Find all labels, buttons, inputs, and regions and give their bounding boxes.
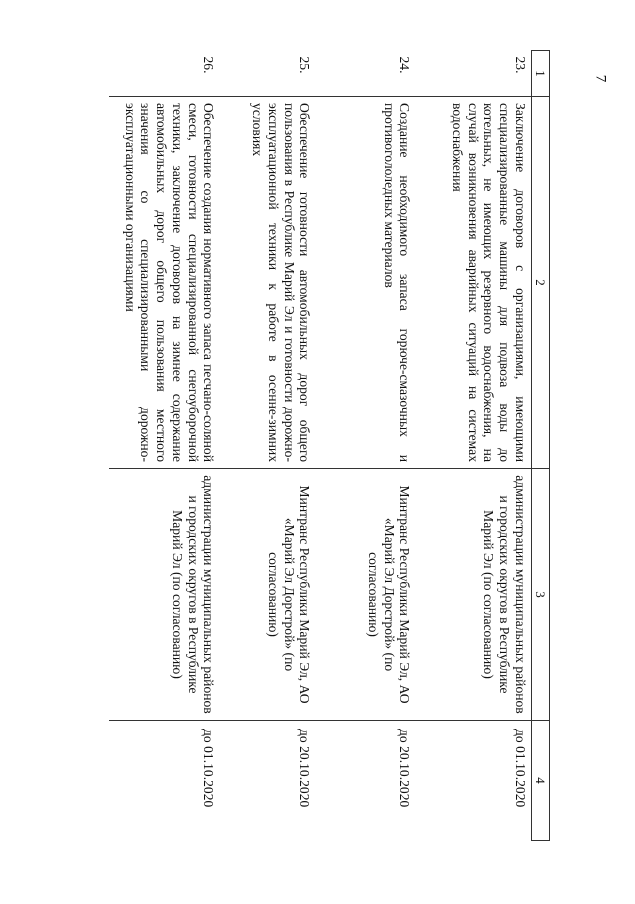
row-deadline: до 01.10.2020 [109, 721, 219, 841]
table-row [315, 51, 415, 841]
row-number: 24. [397, 56, 413, 74]
row-description: Заключение договоров с организациями, имеющими специализированные машины для подвоза воды до котельных, не имеющих резервного водоснабжения, на случай возникновения аварийных ситуаций на системах водоснабжения [415, 97, 531, 469]
row-description: Обеспечение готовности автомобильных дорог общего пользования в Республике Марий Эл и готовности дорожно-эксплуатационной техники к работе в осенне-зимних условиях [219, 97, 315, 469]
table-row [109, 51, 219, 841]
header-col-4: 4 [531, 721, 549, 841]
row-description: Создание необходимого запаса горюче-смазочных и противогололедных материалов [315, 97, 415, 469]
row-number: 26. [201, 56, 217, 74]
row-responsible: Минтранс Республики Марий Эл, АО «Марий Эл Дорстрой» (по согласованию) [219, 469, 315, 721]
table-row [219, 51, 315, 841]
row-number: 25. [297, 56, 313, 74]
row-responsible: администрации муниципальных районов и городских округов в Республике Марий Эл (по согласованию) [109, 469, 219, 721]
table-row [415, 51, 531, 841]
rotated-table-container [110, 50, 550, 840]
measures-table [109, 50, 550, 841]
page-number: 7 [592, 74, 609, 83]
header-col-3: 3 [531, 469, 549, 721]
row-number: 23. [512, 56, 528, 74]
row-responsible: администрации муниципальных районов и городских округов в Республике Марий Эл (по согласованию) [415, 469, 531, 721]
row-deadline: до 20.10.2020 [219, 721, 315, 841]
row-deadline: до 20.10.2020 [315, 721, 415, 841]
row-description: Обеспечение создания нормативного запаса песчано-соляной смеси, готовности специализированной снегоуборочной техники, заключение договоров на зимнее содержание автомобильных дорог общего пользования местного значения со специализированными дорожно-эксплуатационными организациями [109, 97, 219, 469]
header-row [531, 51, 549, 841]
row-responsible: Минтранс Республики Марий Эл, АО «Марий Эл Дорстрой» (по согласованию) [315, 469, 415, 721]
row-deadline: до 01.10.2020 [415, 721, 531, 841]
header-col-2: 2 [531, 97, 549, 469]
header-col-1: 1 [531, 51, 549, 97]
